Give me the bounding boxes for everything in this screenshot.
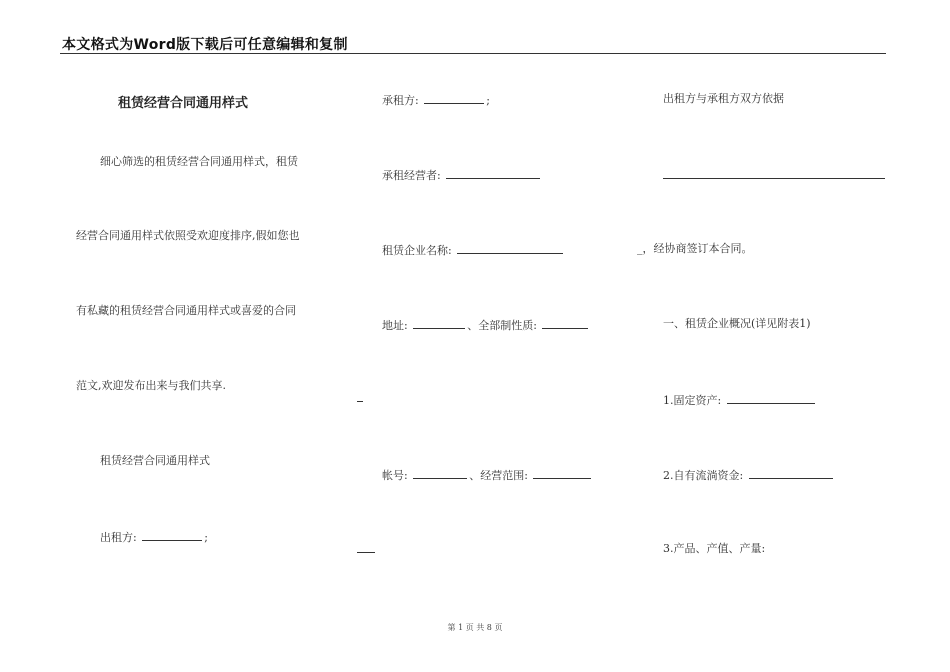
lessor-field [100, 529, 208, 545]
agreement-line [637, 242, 753, 256]
intro-line-1: 细心筛选的租赁经营合同通用样式，租赁 [100, 155, 298, 168]
document-title: 租赁经营合同通用样式 [118, 96, 249, 111]
account-label: 帐号: [382, 469, 408, 482]
scope-blank [533, 467, 591, 479]
lessor-blank [142, 529, 202, 541]
operator-blank [446, 167, 540, 179]
working-capital-field [663, 467, 835, 483]
basis-text: 出租方与承租方双方依据 [663, 92, 784, 105]
lessor-suffix: ; [204, 531, 208, 544]
continuation-blank [357, 552, 375, 553]
production-field: 3.产品、产值、产量: [663, 542, 766, 555]
lessee-suffix: ; [486, 94, 490, 107]
fixed-assets-label: 1.固定资产: [663, 394, 722, 407]
fixed-assets-blank [727, 392, 815, 404]
basis-blank [663, 178, 885, 179]
working-capital-label: 2.自有流淌资金: [663, 469, 744, 482]
address-blank [413, 317, 465, 329]
working-capital-blank [749, 467, 833, 479]
enterprise-field [382, 242, 565, 258]
lessee-field [382, 92, 490, 108]
enterprise-blank [457, 242, 563, 254]
lessor-label: 出租方: [100, 531, 137, 544]
page-number: 第 1 页 共 8 页 [447, 623, 503, 632]
ownership-label: 、全部制性质: [467, 319, 537, 332]
contract-subtitle: 租赁经营合同通用样式 [100, 454, 210, 467]
operator-label: 承租经营者: [382, 169, 441, 182]
header-divider [60, 53, 886, 54]
document-header: 本文格式为Word版下载后可任意编辑和复制 [62, 37, 348, 53]
enterprise-label: 租赁企业名称: [382, 244, 452, 257]
lessee-blank [424, 92, 484, 104]
account-field [382, 467, 593, 483]
intro-line-4: 范文,欢迎发布出来与我们共享. [76, 379, 226, 392]
account-blank [413, 467, 467, 479]
ownership-blank [542, 317, 588, 329]
agreement-prefix: _ [637, 242, 643, 255]
intro-line-2: 经营合同通用样式依照受欢迎度排序,假如您也 [76, 229, 300, 242]
agreement-text: ，经协商签订本合同。 [642, 242, 753, 255]
scope-label: 、经营范围: [469, 469, 528, 482]
address-label: 地址: [382, 319, 408, 332]
lessee-label: 承租方: [382, 94, 419, 107]
operator-field [382, 167, 542, 183]
intro-line-3: 有私藏的租赁经营合同通用样式或喜爱的合同 [76, 304, 296, 317]
address-field [382, 317, 590, 333]
section-1-heading: 一、租赁企业概况(详见附表1) [663, 317, 811, 330]
continuation-mark [357, 401, 363, 402]
fixed-assets-field [663, 392, 817, 408]
